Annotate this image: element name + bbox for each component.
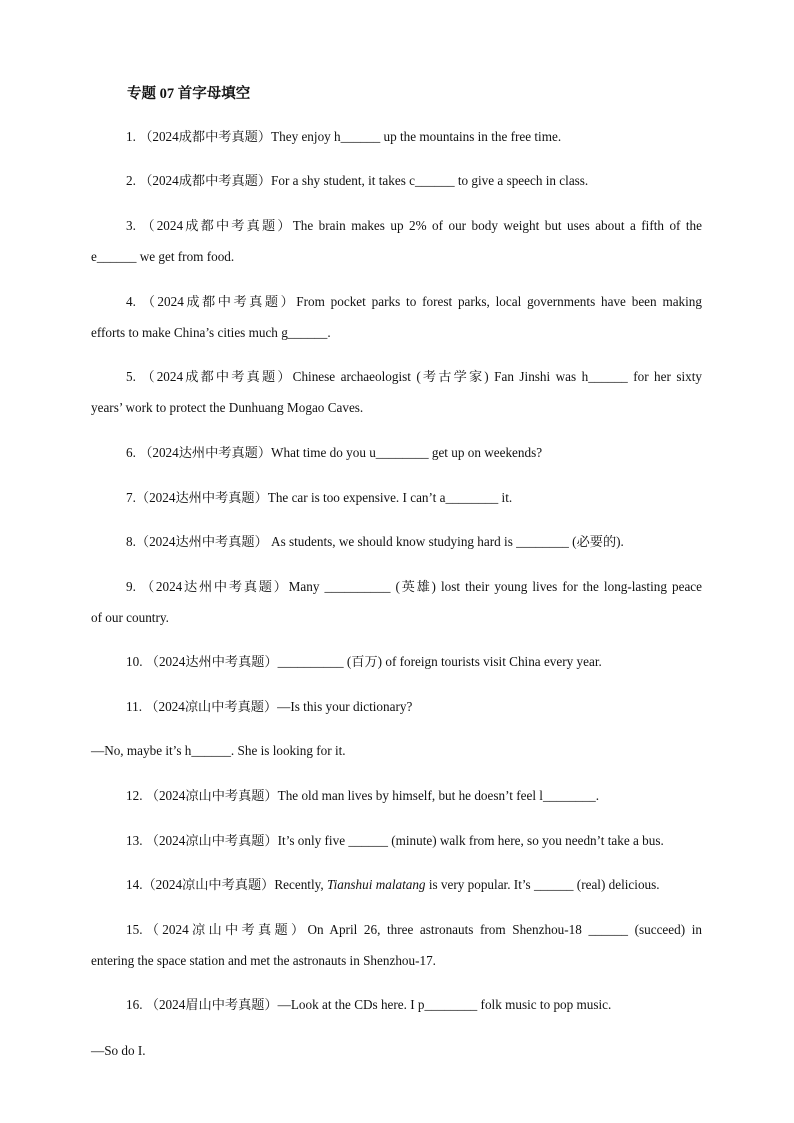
question-13: 13. （2024凉山中考真题）It’s only five ______ (minute) walk from here, so you needn’t take a bus. (126, 833, 664, 848)
question-2: 2. （2024成都中考真题）For a shy student, it takes c______ to give a speech in class. (126, 173, 589, 188)
question-4: 4. （2024成都中考真题）From pocket parks to forest parks, local governments have been making (126, 294, 702, 309)
question-9: 9. （2024达州中考真题）Many __________ (英雄) lost their young lives for the long-lasting peace (126, 579, 702, 594)
question-11-answer: —No, maybe it’s h______. She is looking for it. (91, 743, 346, 758)
question-1: 1. （2024成都中考真题）They enjoy h______ up the mountains in the free time. (126, 129, 562, 144)
question-7: 7.（2024达州中考真题）The car is too expensive. I can’t a________ it. (126, 490, 513, 505)
question-8: 8.（2024达州中考真题） As students, we should know studying hard is ________ (必要的). (126, 534, 624, 549)
question-15-continuation: entering the space station and met the astronauts in Shenzhou-17. (91, 953, 436, 968)
question-14-rest: is very popular. It’s ______ (real) delicious. (425, 877, 660, 892)
question-10: 10. （2024达州中考真题）__________ (百万) of foreign tourists visit China every year. (126, 654, 602, 669)
question-5: 5. （2024成都中考真题）Chinese archaeologist (考古学家) Fan Jinshi was h______ for her sixty (126, 369, 702, 384)
question-11: 11. （2024凉山中考真题）—Is this your dictionary? (126, 699, 413, 714)
question-14 (126, 876, 660, 894)
question-4-continuation: efforts to make China’s cities much g______. (91, 325, 331, 340)
question-6: 6. （2024达州中考真题）What time do you u________ get up on weekends? (126, 445, 543, 460)
question-14-italic-term: Tianshui malatang (326, 877, 426, 892)
question-3-continuation: e______ we get from food. (91, 249, 235, 264)
page-title: 专题 07 首字母填空 (127, 86, 251, 102)
question-15: 15.（2024凉山中考真题）On April 26, three astronauts from Shenzhou-18 ______ (succeed) in (126, 922, 702, 937)
question-16-answer: —So do I. (91, 1043, 146, 1058)
question-14-lead: 14.（2024凉山中考真题）Recently, (126, 877, 327, 892)
question-12: 12. （2024凉山中考真题）The old man lives by himself, but he doesn’t feel l________. (126, 788, 599, 803)
question-3: 3. （2024成都中考真题）The brain makes up 2% of our body weight but uses about a fifth of the (126, 218, 702, 233)
question-5-continuation: years’ work to protect the Dunhuang Mogao Caves. (91, 400, 364, 415)
question-9-continuation: of our country. (91, 610, 169, 625)
question-16: 16. （2024眉山中考真题）—Look at the CDs here. I p________ folk music to pop music. (126, 997, 612, 1012)
